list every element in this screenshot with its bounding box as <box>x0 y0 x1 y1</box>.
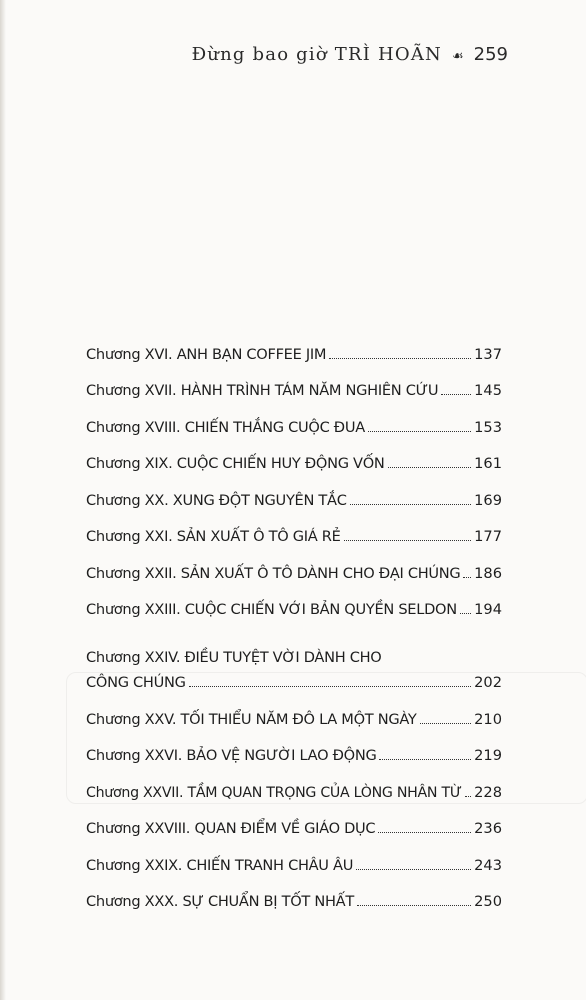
dot-leader <box>357 904 471 906</box>
toc-entry-page: 186 <box>474 564 502 582</box>
toc-entry-page: 145 <box>474 382 502 399</box>
toc-entry-label: Chương XXIII. CUỘC CHIẾN VỚI BẢN QUYỀN SELDON <box>86 601 457 618</box>
toc-entry-label: Chương XXI. SẢN XUẤT Ô TÔ GIÁ RẺ <box>86 528 341 545</box>
toc-entry-page: 202 <box>474 674 502 691</box>
toc-entry-page: 169 <box>474 491 502 509</box>
dot-leader <box>420 722 472 724</box>
dot-leader <box>463 576 471 578</box>
running-header <box>192 44 508 65</box>
dot-leader <box>329 357 471 359</box>
toc-entry-page: 250 <box>474 893 502 910</box>
toc-entry-xxiii <box>86 586 502 623</box>
toc-entry-label: Chương XXV. TỐI THIỂU NĂM ĐÔ LA MỘT NGÀY <box>86 710 417 728</box>
dot-leader <box>350 503 472 505</box>
toc-entry-page: 219 <box>474 747 502 764</box>
dot-leader <box>441 393 471 395</box>
page-number: 259 <box>473 44 508 65</box>
dot-leader <box>356 868 471 870</box>
dot-leader <box>379 758 471 760</box>
toc-entry-page: 228 <box>474 783 502 801</box>
toc-entry-page: 161 <box>474 455 502 472</box>
toc-entry-label: Chương XXIX. CHIẾN TRANH CHÂU ÂU <box>86 856 354 874</box>
toc-entry-page: 194 <box>474 601 502 618</box>
toc-entry-page: 236 <box>474 820 502 837</box>
toc-entry-label-line1: Chương XXIV. ĐIỀU TUYỆT VỜI DÀNH CHO <box>86 649 382 666</box>
toc-entry-xxiv <box>86 622 502 695</box>
toc-entry-xvi <box>86 330 502 367</box>
toc-entry-xxvii <box>86 768 502 805</box>
toc-entry-page: 210 <box>474 710 502 728</box>
leaf-ornament-icon: ☙ <box>451 49 464 64</box>
toc-entry-label: Chương XVIII. CHIẾN THẮNG CUỘC ĐUA <box>86 418 365 436</box>
toc-entry-page: 137 <box>474 345 502 363</box>
toc-entry-xvii <box>86 367 502 404</box>
toc-entry-xix <box>86 440 502 477</box>
dot-leader <box>465 795 471 797</box>
toc-entry-xxviii <box>86 805 502 842</box>
toc-entry-label: Chương XXVII. TẦM QUAN TRỌNG CỦA LÒNG NHÂN TỪ <box>86 783 462 801</box>
toc-entry-xxvi <box>86 732 502 769</box>
toc-entry-xxii <box>86 549 502 586</box>
toc-entry-page: 153 <box>474 418 502 436</box>
toc-entry-label: Chương XXX. SỰ CHUẨN BỊ TỐT NHẤT <box>86 893 354 910</box>
dot-leader <box>378 831 471 833</box>
toc-entry-label: Chương XVII. HÀNH TRÌNH TÁM NĂM NGHIÊN CỨU <box>86 382 439 399</box>
toc-entry-xxi <box>86 513 502 550</box>
toc-entry-label: Chương XVI. ANH BẠN COFFEE JIM <box>86 345 327 363</box>
toc-entry-label: Chương XIX. CUỘC CHIẾN HUY ĐỘNG VỐN <box>86 455 385 472</box>
toc-entry-xxx <box>86 878 502 915</box>
page-edge-shadow <box>0 0 6 1000</box>
dot-leader <box>368 430 471 432</box>
toc-entry-xx <box>86 476 502 513</box>
dot-leader <box>388 466 472 468</box>
toc-entry-xviii <box>86 403 502 440</box>
book-title: Đừng bao giờ TRÌ HOÃN <box>191 44 442 65</box>
toc-entry-label: CÔNG CHÚNG <box>86 674 186 691</box>
toc-entry-label: Chương XXII. SẢN XUẤT Ô TÔ DÀNH CHO ĐẠI CHÚNG <box>86 564 461 582</box>
dot-leader <box>344 539 472 541</box>
toc-entry-page: 177 <box>474 528 502 545</box>
dot-leader <box>460 612 471 614</box>
table-of-contents <box>86 330 502 914</box>
toc-entry-label: Chương XXVIII. QUAN ĐIỂM VỀ GIÁO DỤC <box>86 820 376 837</box>
toc-entry-xxv <box>86 695 502 732</box>
toc-entry-label: Chương XXVI. BẢO VỆ NGƯỜI LAO ĐỘNG <box>86 747 377 764</box>
toc-entry-label: Chương XX. XUNG ĐỘT NGUYÊN TẮC <box>86 491 347 509</box>
toc-entry-page: 243 <box>474 856 502 874</box>
toc-entry-xxix <box>86 841 502 878</box>
dot-leader <box>189 685 472 687</box>
